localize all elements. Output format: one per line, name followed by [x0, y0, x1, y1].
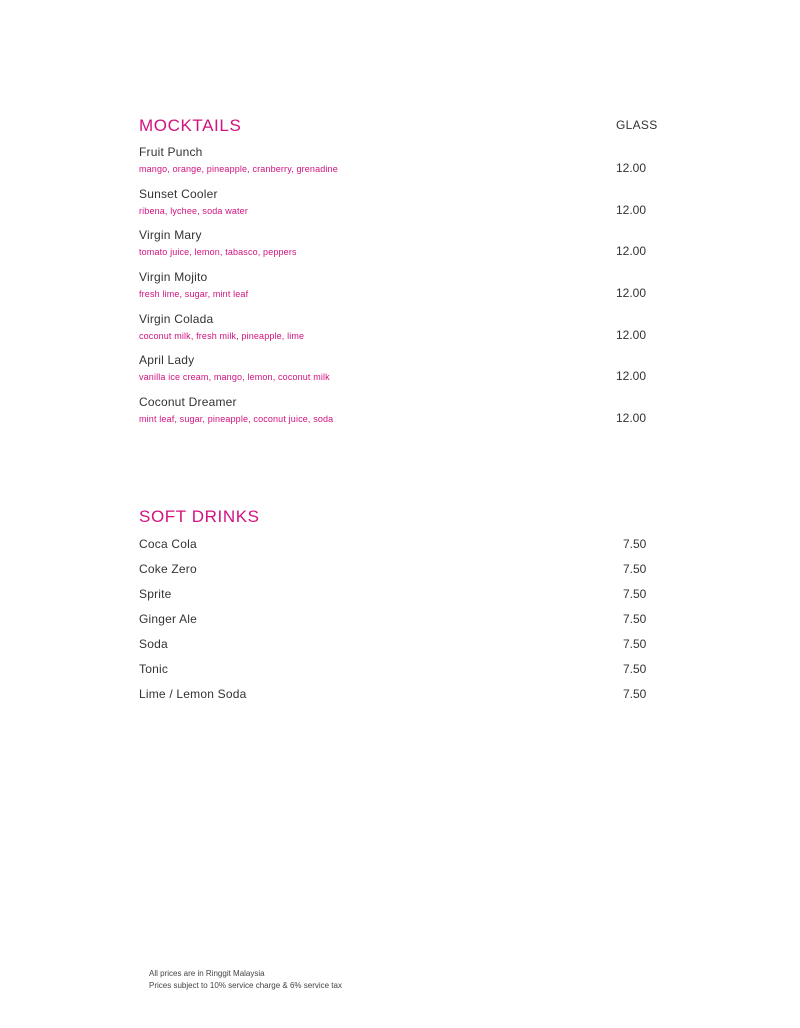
menu-item-name: Coke Zero: [139, 562, 197, 576]
soft-drinks-title: SOFT DRINKS: [139, 507, 260, 526]
menu-item-name: Virgin Colada: [139, 312, 214, 326]
menu-item-coconut-dreamer: [139, 395, 659, 435]
menu-item-price: 7.50: [623, 637, 647, 651]
menu-item-description: fresh lime, sugar, mint leaf: [139, 289, 249, 299]
menu-item-virgin-colada: [139, 312, 659, 352]
footer-currency-note: All prices are in Ringgit Malaysia: [149, 969, 265, 978]
menu-item-price: 12.00: [616, 411, 647, 425]
menu-item-price: 12.00: [616, 328, 647, 342]
menu-item-price: 12.00: [616, 286, 647, 300]
menu-item-description: mango, orange, pineapple, cranberry, grenadine: [139, 164, 338, 174]
menu-item-price: 12.00: [616, 369, 647, 383]
menu-item-name: Lime / Lemon Soda: [139, 687, 247, 701]
menu-item-price: 7.50: [623, 687, 647, 701]
menu-item-price: 7.50: [623, 537, 647, 551]
menu-item-name: Sunset Cooler: [139, 187, 218, 201]
menu-item-sunset-cooler: [139, 187, 659, 227]
menu-item-fruit-punch: [139, 145, 659, 185]
menu-item-name: Fruit Punch: [139, 145, 203, 159]
menu-item-price: 7.50: [623, 562, 647, 576]
menu-item-name: Sprite: [139, 587, 172, 601]
menu-item-virgin-mojito: [139, 270, 659, 310]
menu-item-name: Virgin Mojito: [139, 270, 208, 284]
menu-item-price: 7.50: [623, 587, 647, 601]
glass-price-header: GLASS: [616, 118, 658, 132]
menu-item-ginger-ale: [139, 612, 659, 632]
menu-item-sprite: [139, 587, 659, 607]
menu-item-price: 12.00: [616, 203, 647, 217]
menu-item-description: ribena, lychee, soda water: [139, 206, 248, 216]
menu-item-name: Virgin Mary: [139, 228, 202, 242]
footer-note: [149, 968, 342, 992]
menu-item-name: Coca Cola: [139, 537, 197, 551]
menu-item-price: 7.50: [623, 612, 647, 626]
menu-item-lime-lemon-soda: [139, 687, 659, 707]
menu-item-description: coconut milk, fresh milk, pineapple, lime: [139, 331, 305, 341]
menu-item-name: Ginger Ale: [139, 612, 198, 626]
footer-service-charge-note: Prices subject to 10% service charge & 6% service tax: [149, 981, 342, 990]
menu-item-name: Soda: [139, 637, 168, 651]
menu-item-coca-cola: [139, 537, 659, 557]
menu-item-price: 12.00: [616, 244, 647, 258]
menu-item-soda: [139, 637, 659, 657]
menu-item-virgin-mary: [139, 228, 659, 268]
menu-item-price: 12.00: [616, 161, 647, 175]
menu-item-description: tomato juice, lemon, tabasco, peppers: [139, 247, 297, 257]
menu-item-name: Coconut Dreamer: [139, 395, 237, 409]
menu-item-tonic: [139, 662, 659, 682]
menu-item-april-lady: [139, 353, 659, 393]
menu-item-coke-zero: [139, 562, 659, 582]
menu-item-name: Tonic: [139, 662, 169, 676]
mocktails-title: MOCKTAILS: [139, 116, 242, 135]
menu-item-name: April Lady: [139, 353, 195, 367]
menu-item-price: 7.50: [623, 662, 647, 676]
menu-item-description: mint leaf, sugar, pineapple, coconut juice, soda: [139, 414, 334, 424]
menu-item-description: vanilla ice cream, mango, lemon, coconut milk: [139, 372, 330, 382]
